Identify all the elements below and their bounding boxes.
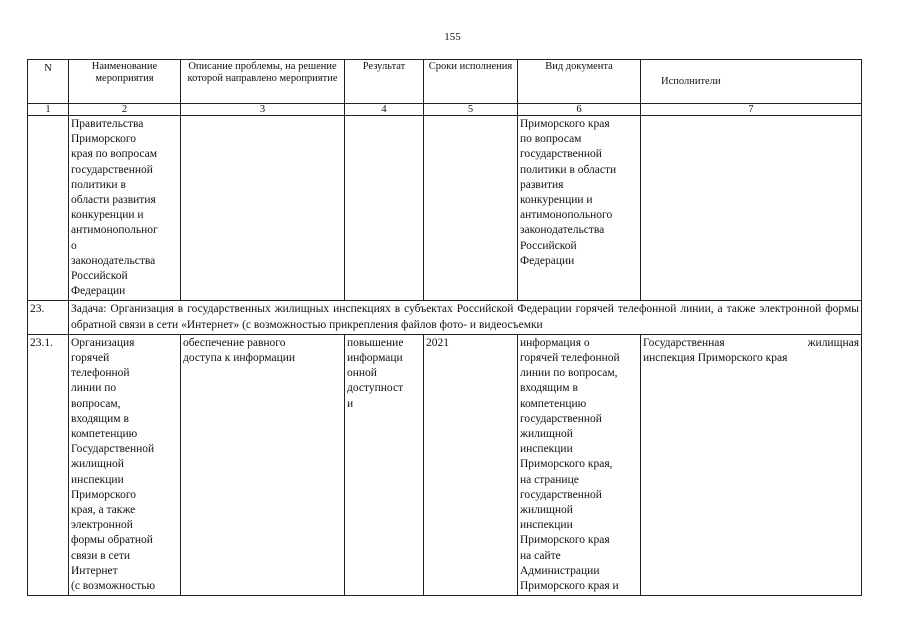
column-number: 2 bbox=[69, 104, 181, 116]
header-doc-type: Вид документа bbox=[518, 60, 641, 104]
continued-row bbox=[28, 116, 862, 301]
cell-line: конкуренции и bbox=[71, 209, 144, 222]
cell-line: о bbox=[71, 239, 77, 252]
cell-line: доступа к информации bbox=[183, 352, 296, 365]
page-number: 155 bbox=[444, 31, 461, 43]
cell-line: инспекции bbox=[520, 443, 573, 456]
cell-line: края, а также bbox=[71, 504, 136, 517]
cell-line: на странице bbox=[520, 473, 579, 486]
cell-line: Приморского края и bbox=[520, 580, 619, 593]
cell-line: Администрации bbox=[520, 564, 600, 577]
cell-line: Интернет bbox=[71, 564, 118, 577]
continued-num-cell bbox=[28, 116, 69, 301]
item-executors-cell bbox=[641, 334, 862, 595]
cell-line: жилищной bbox=[71, 458, 124, 471]
cell-line: инспекции bbox=[520, 519, 573, 532]
cell-line: государственной bbox=[520, 488, 602, 501]
cell-line: антимонопольног bbox=[71, 224, 158, 237]
cell-line: информаци bbox=[347, 352, 403, 365]
cell-line: антимонопольного bbox=[520, 209, 613, 222]
cell-line: Приморского bbox=[71, 133, 137, 146]
cell-line: конкуренции и bbox=[520, 194, 593, 207]
cell-line: государственной bbox=[520, 148, 602, 161]
header-row bbox=[28, 60, 862, 104]
cell-line: жилищной bbox=[520, 428, 573, 441]
cell-line: Приморского края bbox=[520, 534, 610, 547]
column-number: 6 bbox=[518, 104, 641, 116]
cell-line: Правительства bbox=[71, 118, 144, 130]
executors-line: инспекция Приморского края bbox=[643, 352, 788, 365]
column-number: 7 bbox=[641, 104, 862, 116]
continued-terms-cell bbox=[424, 116, 518, 301]
cell-line: повышение bbox=[347, 336, 404, 349]
cell-line: и bbox=[347, 397, 354, 410]
header-problem: Описание проблемы, на решение которой направлено мероприятие bbox=[181, 60, 345, 104]
cell-line: жилищной bbox=[520, 504, 573, 517]
cell-line: Федерации bbox=[520, 254, 575, 267]
continued-problem-cell bbox=[181, 116, 345, 301]
cell-line: Федерации bbox=[71, 285, 126, 298]
cell-line: Приморского bbox=[71, 488, 137, 501]
cell-line: политики в области bbox=[520, 163, 617, 176]
cell-line: Российской bbox=[71, 270, 128, 283]
cell-line: края по вопросам bbox=[71, 148, 158, 161]
cell-line: законодательства bbox=[520, 224, 605, 237]
item-problem-cell bbox=[181, 334, 345, 595]
cell-line: вопросам, bbox=[71, 397, 121, 410]
item-name-cell bbox=[69, 334, 181, 595]
cell-line: государственной bbox=[520, 412, 602, 425]
cell-line: развития bbox=[520, 178, 564, 191]
task-row bbox=[28, 301, 862, 334]
item-doc-type-cell bbox=[518, 334, 641, 595]
cell-line: входящим в bbox=[71, 412, 129, 425]
cell-line: обеспечение равного bbox=[183, 336, 286, 349]
item-row bbox=[28, 334, 862, 595]
cell-line: по вопросам bbox=[520, 133, 582, 146]
header-result: Результат bbox=[345, 60, 424, 104]
cell-line: Приморского края bbox=[520, 118, 610, 130]
cell-line: законодательства bbox=[71, 254, 156, 267]
column-number: 1 bbox=[28, 104, 69, 116]
continued-result-cell bbox=[345, 116, 424, 301]
cell-line: линии по вопросам, bbox=[520, 367, 618, 380]
cell-line: доступност bbox=[347, 382, 404, 395]
cell-line: информация о bbox=[520, 336, 590, 349]
cell-line: компетенцию bbox=[71, 428, 138, 441]
item-num: 23.1. bbox=[28, 334, 69, 595]
header-executors: Исполнители bbox=[641, 60, 862, 104]
column-number: 3 bbox=[181, 104, 345, 116]
cell-line: электронной bbox=[71, 519, 133, 532]
column-number: 5 bbox=[424, 104, 518, 116]
cell-line: на сайте bbox=[520, 549, 561, 562]
cell-line: горячей телефонной bbox=[520, 352, 620, 365]
task-text: Задача: Организация в государственных жилищных инспекциях в субъектах Российской Федерации горячей телефонной линии, а также электронной формы обратной связи в сети «Интернет» (с возможностью прикрепления файлов фото- и видеосъемки bbox=[69, 301, 862, 334]
cell-line: Российской bbox=[520, 239, 577, 252]
continued-doc-type-cell bbox=[518, 116, 641, 301]
cell-line: Государственной bbox=[71, 443, 155, 456]
continued-name-cell bbox=[69, 116, 181, 301]
executors-line: Государственная жилищная bbox=[643, 336, 859, 349]
header-terms: Сроки исполнения bbox=[424, 60, 518, 104]
task-num: 23. bbox=[28, 301, 69, 334]
cell-line: линии по bbox=[71, 382, 117, 395]
header-num: N bbox=[28, 60, 69, 104]
cell-line: политики в bbox=[71, 178, 126, 191]
column-number: 4 bbox=[345, 104, 424, 116]
cell-line: компетенцию bbox=[520, 397, 587, 410]
continued-executors-cell bbox=[641, 116, 862, 301]
item-result-cell bbox=[345, 334, 424, 595]
cell-line: онной bbox=[347, 367, 377, 380]
cell-line: Организация bbox=[71, 336, 135, 349]
cell-line: входящим в bbox=[520, 382, 578, 395]
header-name: Наименование мероприятия bbox=[69, 60, 181, 104]
measures-table bbox=[27, 59, 862, 596]
cell-line: формы обратной bbox=[71, 534, 153, 547]
cell-line: государственной bbox=[71, 163, 153, 176]
column-numbers-row bbox=[28, 104, 862, 116]
cell-line: (с возможностью bbox=[71, 580, 156, 593]
cell-line: инспекции bbox=[71, 473, 124, 486]
cell-line: связи в сети bbox=[71, 549, 131, 562]
cell-line: Приморского края, bbox=[520, 458, 613, 471]
cell-line: горячей bbox=[71, 352, 110, 365]
cell-line: области развития bbox=[71, 194, 156, 207]
item-terms: 2021 bbox=[424, 334, 518, 595]
cell-line: телефонной bbox=[71, 367, 130, 380]
